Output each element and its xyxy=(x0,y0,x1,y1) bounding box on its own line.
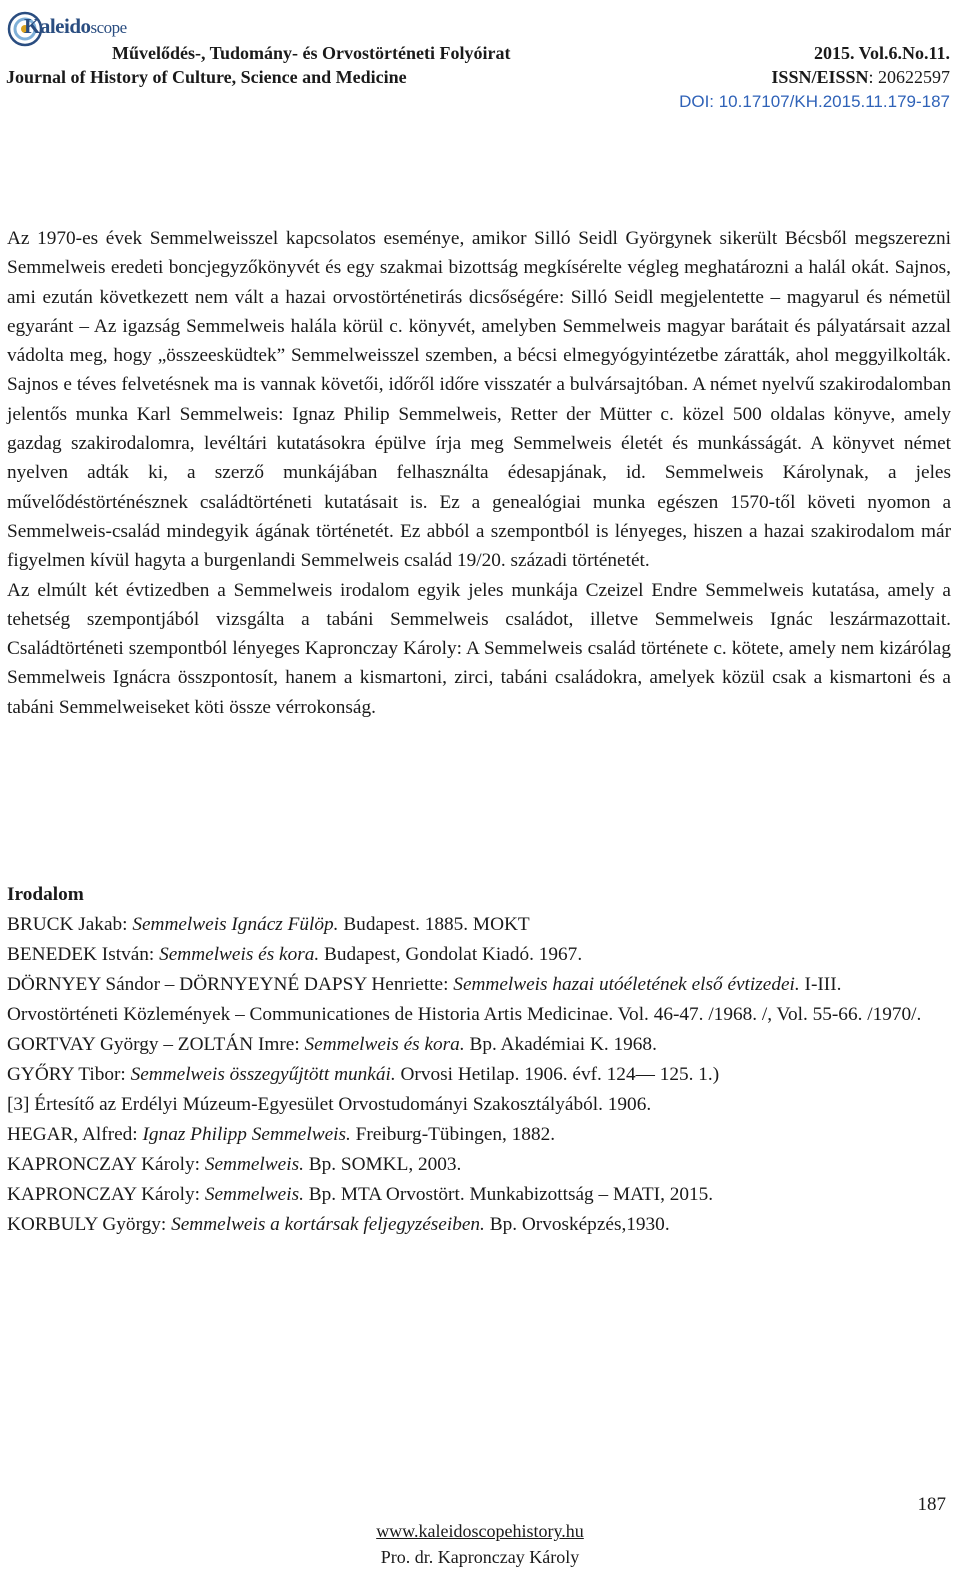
reference-details: Bp. Orvosképzés,1930. xyxy=(484,1214,670,1235)
references-list xyxy=(7,910,951,1240)
references-section xyxy=(7,880,951,1240)
reference-details: Bp. MTA Orvostört. Munkabizottság – MATI, 2015. xyxy=(303,1184,714,1205)
reference-title: Semmelweis Ignácz Fülöp. xyxy=(132,914,339,935)
reference-author: BRUCK Jakab: xyxy=(7,914,133,935)
reference-item xyxy=(7,1030,951,1060)
reference-details: Orvosi Hetilap. 1906. évf. 124— 125. 1.) xyxy=(395,1064,720,1085)
reference-title: Semmelweis hazai utóéletének első évtizedei. xyxy=(453,974,800,995)
doi-link[interactable]: DOI: 10.17107/KH.2015.11.179-187 xyxy=(679,92,950,111)
article-body xyxy=(7,224,951,722)
reference-author: KAPRONCZAY Károly: xyxy=(7,1154,205,1175)
reference-item xyxy=(7,1150,951,1180)
reference-details: Budapest. 1885. MOKT xyxy=(338,914,530,935)
footer-author: Pro. dr. Kapronczay Károly xyxy=(380,1547,580,1567)
reference-item xyxy=(7,910,951,940)
reference-author: [3] Értesítő az Erdélyi Múzeum-Egyesület Orvostudományi Szakosztályából. 1906. xyxy=(7,1094,652,1115)
logo-text: Kaleidoscope xyxy=(24,14,127,38)
journal-logo xyxy=(6,6,126,54)
reference-details: Bp. Akadémiai K. 1968. xyxy=(464,1034,657,1055)
page-number: 187 xyxy=(917,1494,946,1515)
reference-item xyxy=(7,1180,951,1210)
reference-title: Semmelweis. xyxy=(204,1154,304,1175)
journal-title-hu: Művelődés-, Tudomány- és Orvostörténeti Folyóirat xyxy=(112,43,511,63)
reference-item xyxy=(7,1210,951,1240)
reference-title: Semmelweis a kortársak feljegyzéseiben. xyxy=(171,1214,485,1235)
reference-details: Budapest, Gondolat Kiadó. 1967. xyxy=(319,944,583,965)
reference-title: Semmelweis és kora. xyxy=(304,1034,465,1055)
body-paragraph-1: Az 1970-es évek Semmelweisszel kapcsolatos eseménye, amikor Silló Seidl Györgynek sikerült Bécsből megszerezni Semmelweis eredeti boncjegyzőkönyvét és egy szakmai bizottság megkísérelte végleg meghatározni a halál okát. Sajnos, ami ezután következett nem vált a hazai orvostörténetirás dicsőségére: Silló Seidl megjelentette – magyarul és németül egyaránt – Az igazság Semmelweis halála körül c. könyvét, amelyben Semmelweis magyar barátait és pályatársait azzal vádolta meg, hogy „összeesküdtek” Semmelweisszel szemben, a bécsi elmegyógyintézetbe záratták, ahol meggyilkolták. Sajnos e téves felvetésnek ma is vannak követői, időről időre visszatér a bulvársajtóban. A német nyelvű szakirodalomban jelentős munka Karl Semmelweis: Ignaz Philip Semmelweis, Retter der Mütter c. közel 500 oldalas könyve, amely gazdag szakirodalomra, levéltári kutatásokra épülve írja meg Semmelweis életét és munkásságát. A könyvet német nyelven adták ki, a szerző munkájában felhasználta édesapjának, id. Semmelweis Károlynak, a jeles művelődéstörténésznek családtörténeti kutatásait is. Ez a genealógiai munka egészen 1570-től követi nyomon a Semmelweis-család mindegyik ágának történetét. Ez abból a szempontból is lényeges, hiszen a hazai szakirodalom már figyelmen kívül hagyta a burgenlandi Semmelweis család 19/20. századi történetét. xyxy=(7,228,951,572)
body-paragraph-2: Az elmúlt két évtizedben a Semmelweis irodalom egyik jeles munkája Czeizel Endre Semmelweis kutatása, amely a tehetség szempontjából vizsgálta a tabáni Semmelweis családot, illetve Semmelweis Ignác leszármazottait. Családtörténeti szempontból lényeges Kapronczay Károly: A Semmelweis család története c. kötete, amely nem kizárólag Semmelweis Ignácra összpontosít, hanem a kismartoni, zirci, tabáni családokra, amelyek közül csak a kismartoni és a tabáni Semmelweiseket köti össze vérrokonság. xyxy=(7,579,951,718)
reference-author: HEGAR, Alfred: xyxy=(7,1124,143,1145)
reference-item xyxy=(7,970,951,1030)
reference-item xyxy=(7,940,951,970)
reference-author: KAPRONCZAY Károly: xyxy=(7,1184,205,1205)
reference-author: GYŐRY Tibor: xyxy=(7,1064,131,1085)
journal-title-en: Journal of History of Culture, Science and Medicine xyxy=(6,67,407,87)
issn-label: ISSN/EISSN xyxy=(771,67,869,87)
reference-item xyxy=(7,1060,951,1090)
reference-author: KORBULY György: xyxy=(7,1214,172,1235)
reference-title: Semmelweis összegyűjtött munkái. xyxy=(130,1064,396,1085)
reference-item xyxy=(7,1090,951,1120)
reference-title: Ignaz Philipp Semmelweis. xyxy=(142,1124,351,1145)
issn-value: : 20622597 xyxy=(868,67,950,87)
reference-title: Semmelweis. xyxy=(204,1184,304,1205)
reference-title: Semmelweis és kora. xyxy=(159,944,320,965)
volume-info: 2015. Vol.6.No.11. xyxy=(813,43,950,63)
issn-info xyxy=(771,68,950,86)
reference-item xyxy=(7,1120,951,1150)
reference-author: BENEDEK István: xyxy=(7,944,160,965)
references-title: Irodalom xyxy=(7,884,84,905)
reference-details: Freiburg-Tübingen, 1882. xyxy=(350,1124,556,1145)
reference-details: I-III. Orvostörténeti Közlemények – Communicationes de Historia Artis Medicinae. Vol. 46-47. /1968. /, Vol. 55-66. /1970/. xyxy=(7,974,922,1025)
reference-details: Bp. SOMKL, 2003. xyxy=(303,1154,462,1175)
reference-author: GORTVAY György – ZOLTÁN Imre: xyxy=(7,1034,305,1055)
footer-website-link[interactable]: www.kaleidoscopehistory.hu xyxy=(376,1521,584,1541)
reference-author: DÖRNYEY Sándor – DÖRNYEYNÉ DAPSY Henriette: xyxy=(7,974,454,995)
